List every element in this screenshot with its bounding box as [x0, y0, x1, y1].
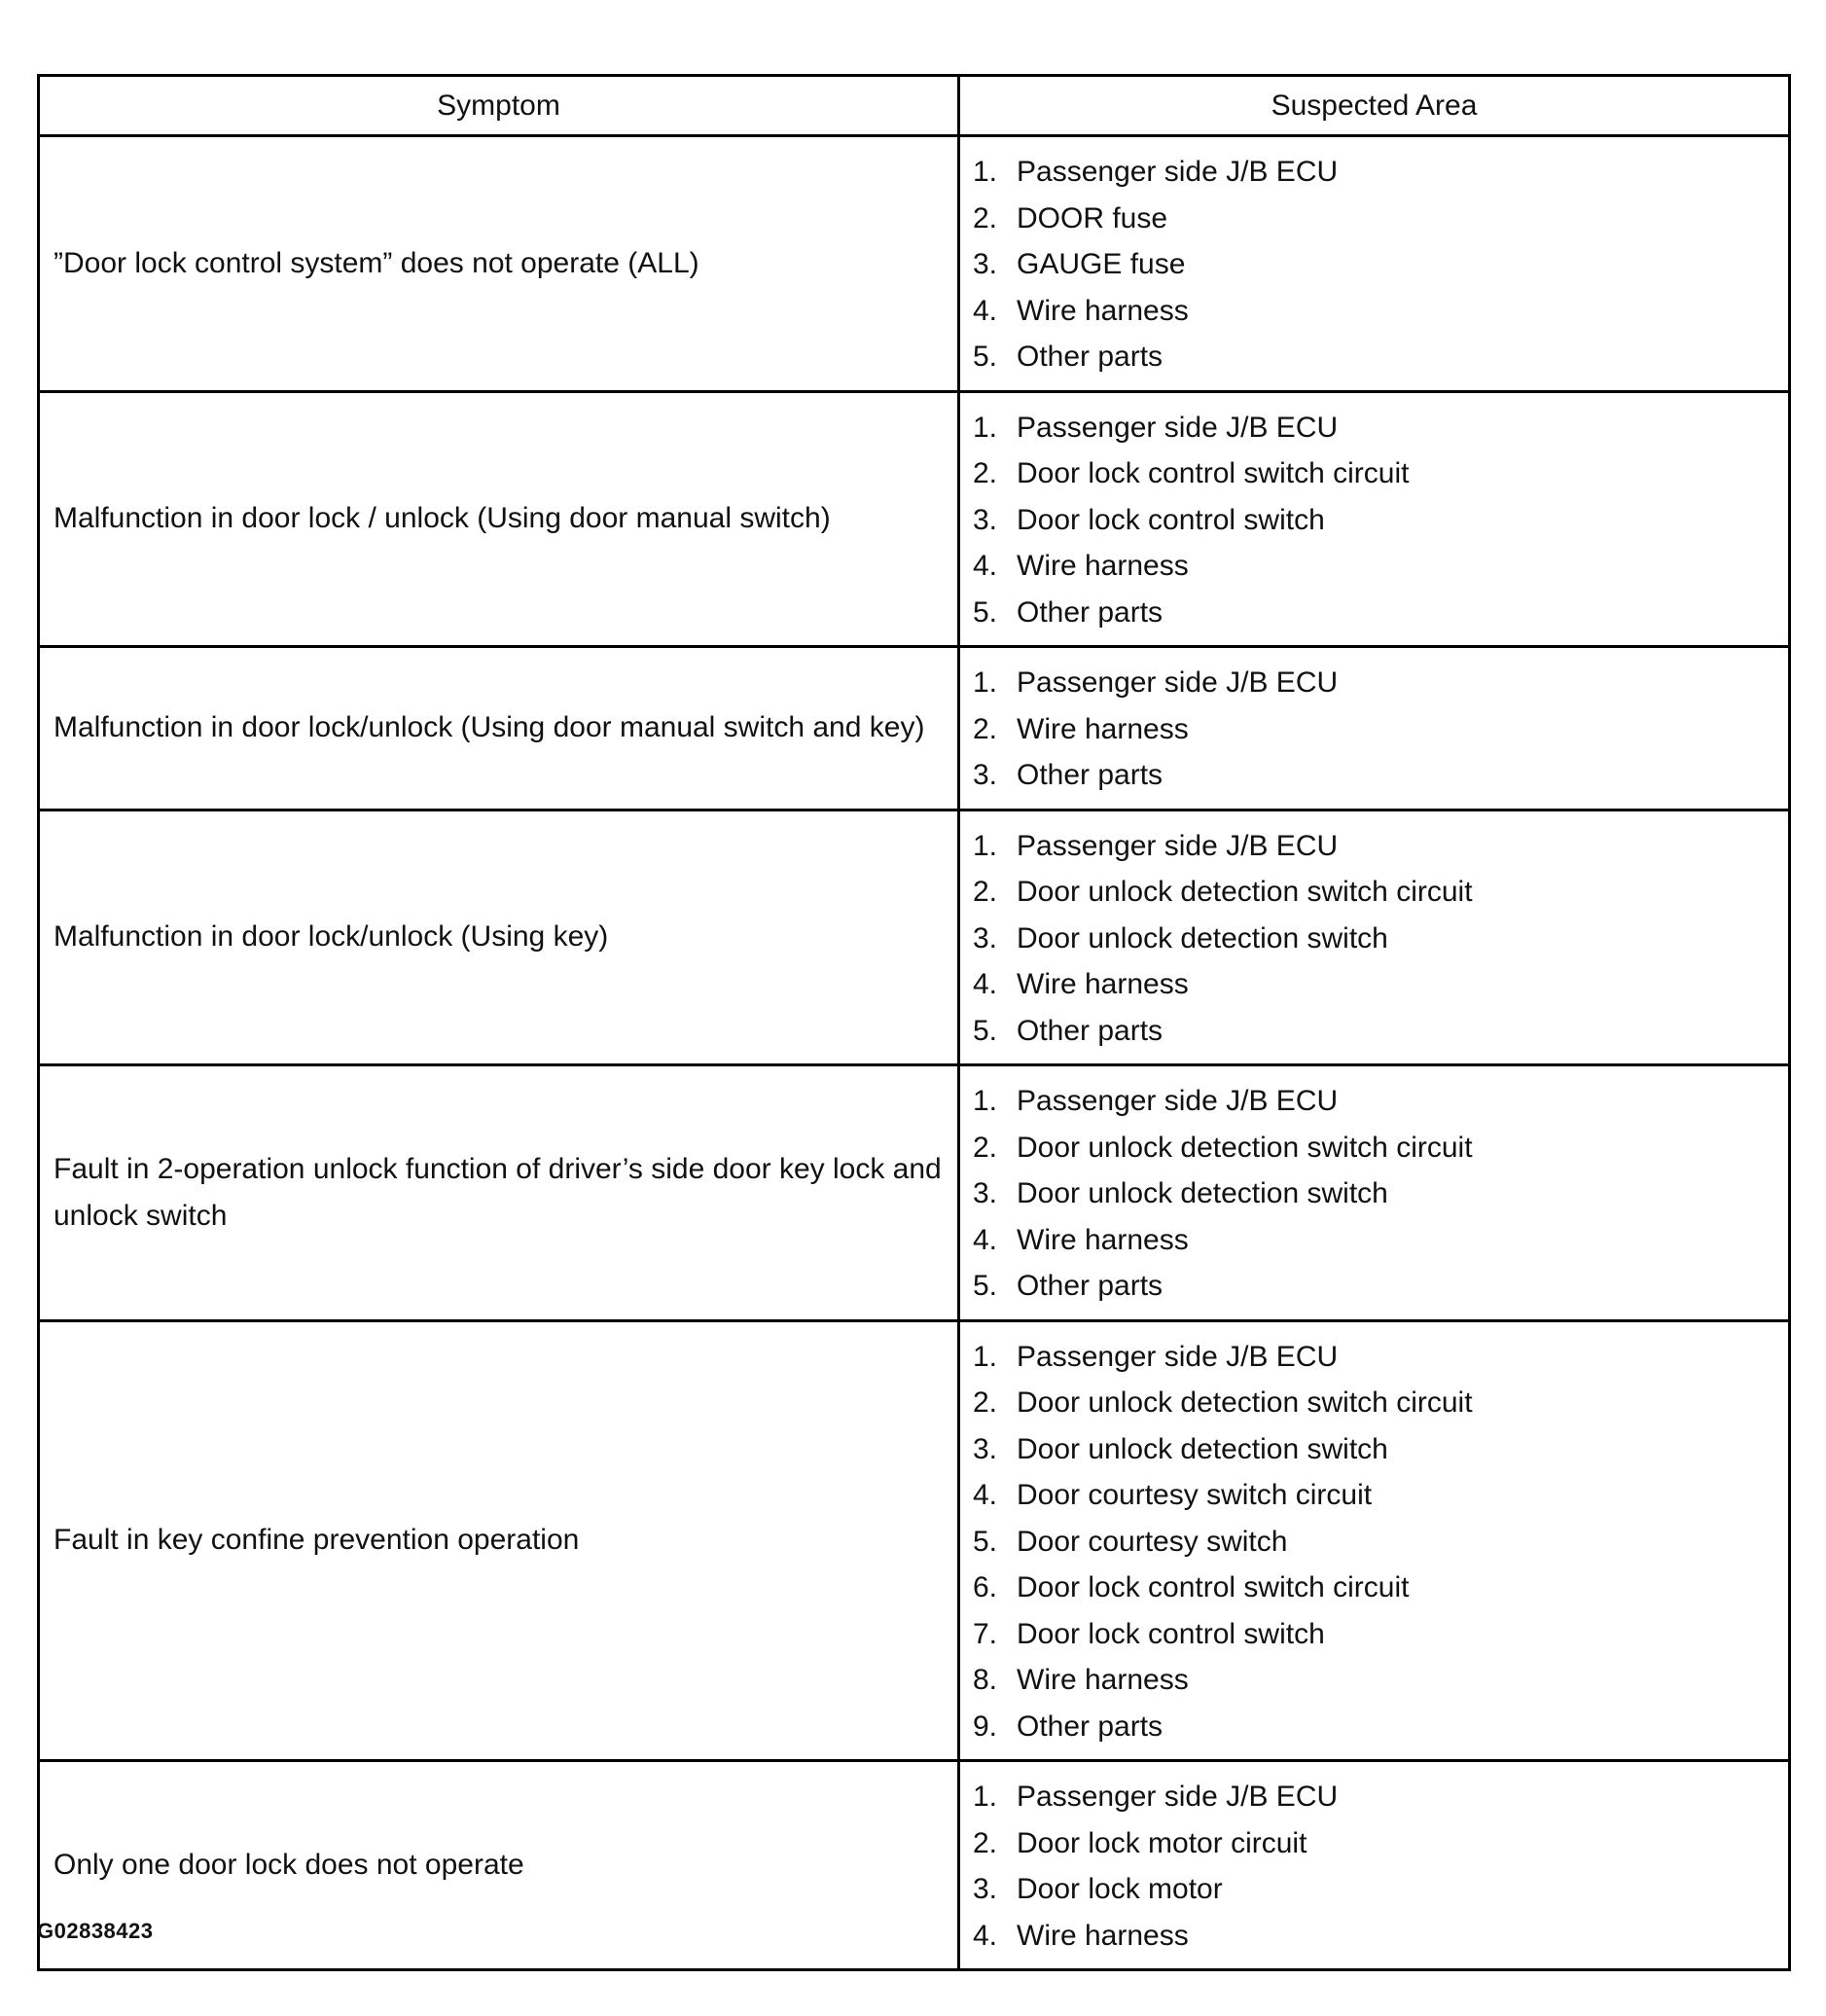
list-item — [960, 1519, 1788, 1566]
list-item — [960, 961, 1788, 1008]
list-item — [960, 1913, 1788, 1960]
list-item-number: 1. — [973, 156, 998, 188]
symptom-cell: Malfunction in door lock / unlock (Using door manual switch) — [39, 391, 959, 647]
list-item-label: Passenger side J/B ECU — [1017, 1781, 1339, 1813]
list-item-label: Passenger side J/B ECU — [1017, 156, 1339, 188]
list-item-number: 1. — [973, 411, 998, 444]
list-item-label: Door lock control switch circuit — [1017, 1571, 1410, 1603]
list-item — [960, 1380, 1788, 1426]
symptom-column-header: Symptom — [39, 76, 959, 136]
list-item-label: DOOR fuse — [1017, 201, 1168, 234]
suspected-area-list — [960, 405, 1788, 636]
list-item-label: Wire harness — [1017, 550, 1189, 582]
list-item-number: 2. — [973, 1826, 998, 1859]
list-item — [960, 706, 1788, 753]
symptom-cell: ”Door lock control system” does not operate (ALL) — [39, 136, 959, 392]
list-item-label: Passenger side J/B ECU — [1017, 1340, 1339, 1373]
list-item-label: Other parts — [1017, 759, 1164, 791]
list-item-number: 8. — [973, 1664, 998, 1696]
list-item — [960, 752, 1788, 799]
list-item — [960, 1866, 1788, 1913]
list-item-number: 3. — [973, 248, 998, 280]
list-item-number: 9. — [973, 1710, 998, 1743]
list-item-label: Wire harness — [1017, 1223, 1189, 1256]
list-item-number: 5. — [973, 1014, 998, 1047]
suspected-area-list — [960, 660, 1788, 799]
table-row — [39, 647, 1790, 810]
list-item-label: Passenger side J/B ECU — [1017, 1085, 1339, 1117]
list-item — [960, 1820, 1788, 1867]
list-item-label: Wire harness — [1017, 968, 1189, 1000]
list-item — [960, 1263, 1788, 1310]
list-item-label: Door unlock detection switch circuit — [1017, 876, 1473, 908]
list-item-number: 4. — [973, 1919, 998, 1952]
suspected-area-cell — [959, 1320, 1790, 1761]
list-item-number: 2. — [973, 1131, 998, 1164]
list-item-number: 1. — [973, 829, 998, 862]
list-item — [960, 334, 1788, 380]
list-item — [960, 149, 1788, 196]
list-item — [960, 590, 1788, 636]
list-item-number: 3. — [973, 759, 998, 791]
suspected-area-list — [960, 1334, 1788, 1750]
symptom-cell: Fault in key confine prevention operation — [39, 1320, 959, 1761]
list-item-number: 5. — [973, 1525, 998, 1558]
list-item-number: 5. — [973, 595, 998, 629]
list-item-label: GAUGE fuse — [1017, 248, 1186, 280]
suspected-area-column-header: Suspected Area — [959, 76, 1790, 136]
table-row — [39, 1320, 1790, 1761]
list-item — [960, 1125, 1788, 1171]
symptom-cell: Malfunction in door lock/unlock (Using key) — [39, 810, 959, 1065]
list-item-number: 2. — [973, 712, 998, 745]
table-row — [39, 1065, 1790, 1321]
list-item-number: 2. — [973, 1386, 998, 1419]
symptom-cell: Malfunction in door lock/unlock (Using door manual switch and key) — [39, 647, 959, 810]
suspected-area-list — [960, 149, 1788, 380]
suspected-area-cell — [959, 136, 1790, 392]
list-item — [960, 823, 1788, 870]
suspected-area-list — [960, 1078, 1788, 1310]
list-item-number: 4. — [973, 550, 998, 582]
list-item-number: 3. — [973, 921, 998, 954]
list-item-number: 3. — [973, 1432, 998, 1465]
list-item-label: Wire harness — [1017, 712, 1189, 745]
list-item — [960, 1217, 1788, 1264]
list-item — [960, 1565, 1788, 1611]
list-item-label: Door unlock detection switch — [1017, 1177, 1388, 1209]
list-item-number: 1. — [973, 1340, 998, 1373]
list-item — [960, 1472, 1788, 1519]
list-item — [960, 1704, 1788, 1750]
list-item-number: 6. — [973, 1571, 998, 1603]
list-item-label: Door unlock detection switch circuit — [1017, 1386, 1473, 1419]
list-item-number: 2. — [973, 457, 998, 489]
list-item-number: 4. — [973, 1479, 998, 1511]
list-item-label: Other parts — [1017, 1014, 1164, 1047]
list-item-label: Wire harness — [1017, 1664, 1189, 1696]
list-item — [960, 1657, 1788, 1704]
list-item-number: 7. — [973, 1617, 998, 1650]
list-item-label: Other parts — [1017, 595, 1164, 629]
list-item-number: 3. — [973, 1873, 998, 1905]
list-item — [960, 288, 1788, 335]
list-item — [960, 1611, 1788, 1658]
list-item — [960, 1426, 1788, 1473]
table-row — [39, 391, 1790, 647]
list-item-label: Door lock control switch circuit — [1017, 457, 1410, 489]
list-item-number: 5. — [973, 341, 998, 373]
list-item-number: 3. — [973, 1177, 998, 1209]
list-item-label: Door courtesy switch — [1017, 1525, 1288, 1558]
list-item-number: 1. — [973, 1781, 998, 1813]
list-item-label: Door unlock detection switch — [1017, 1432, 1388, 1465]
list-item-label: Door unlock detection switch — [1017, 921, 1388, 954]
list-item-number: 2. — [973, 876, 998, 908]
list-item-label: Passenger side J/B ECU — [1017, 666, 1339, 699]
list-item-label: Other parts — [1017, 341, 1164, 373]
list-item-label: Passenger side J/B ECU — [1017, 411, 1339, 444]
list-item-number: 5. — [973, 1270, 998, 1302]
suspected-area-list — [960, 823, 1788, 1055]
list-item-number: 2. — [973, 201, 998, 234]
list-item — [960, 869, 1788, 916]
list-item — [960, 1774, 1788, 1820]
list-item — [960, 1078, 1788, 1125]
table-row — [39, 136, 1790, 392]
list-item-label: Door lock control switch — [1017, 503, 1325, 536]
list-item-number: 4. — [973, 1223, 998, 1256]
suspected-area-cell — [959, 647, 1790, 810]
list-item-number: 3. — [973, 503, 998, 536]
list-item-label: Door lock motor — [1017, 1873, 1223, 1905]
list-item-label: Other parts — [1017, 1270, 1164, 1302]
list-item-number: 1. — [973, 666, 998, 699]
list-item-label: Door courtesy switch circuit — [1017, 1479, 1373, 1511]
list-item — [960, 1170, 1788, 1217]
list-item — [960, 660, 1788, 706]
suspected-area-list — [960, 1774, 1788, 1959]
list-item — [960, 405, 1788, 451]
list-item — [960, 241, 1788, 288]
list-item-number: 1. — [973, 1085, 998, 1117]
list-item-label: Wire harness — [1017, 294, 1189, 327]
table-header-row — [39, 76, 1790, 136]
symptom-cell: Only one door lock does not operate — [39, 1761, 959, 1970]
list-item-label: Passenger side J/B ECU — [1017, 829, 1339, 862]
list-item-label: Wire harness — [1017, 1919, 1189, 1952]
list-item-number: 4. — [973, 968, 998, 1000]
suspected-area-cell — [959, 1065, 1790, 1321]
list-item-number: 4. — [973, 294, 998, 327]
list-item — [960, 543, 1788, 590]
table-row — [39, 810, 1790, 1065]
list-item — [960, 916, 1788, 962]
table-row — [39, 1761, 1790, 1970]
symptom-table — [37, 74, 1791, 1971]
list-item — [960, 1334, 1788, 1381]
list-item — [960, 497, 1788, 544]
suspected-area-cell — [959, 810, 1790, 1065]
symptom-cell: Fault in 2-operation unlock function of driver’s side door key lock and unlock switch — [39, 1065, 959, 1321]
list-item-label: Other parts — [1017, 1710, 1164, 1743]
figure-code: G02838423 — [37, 1919, 154, 1943]
suspected-area-cell — [959, 1761, 1790, 1970]
suspected-area-cell — [959, 391, 1790, 647]
list-item-label: Door lock motor circuit — [1017, 1826, 1307, 1859]
list-item-label: Door lock control switch — [1017, 1617, 1325, 1650]
list-item-label: Door unlock detection switch circuit — [1017, 1131, 1473, 1164]
list-item — [960, 1008, 1788, 1055]
list-item — [960, 196, 1788, 242]
list-item — [960, 450, 1788, 497]
